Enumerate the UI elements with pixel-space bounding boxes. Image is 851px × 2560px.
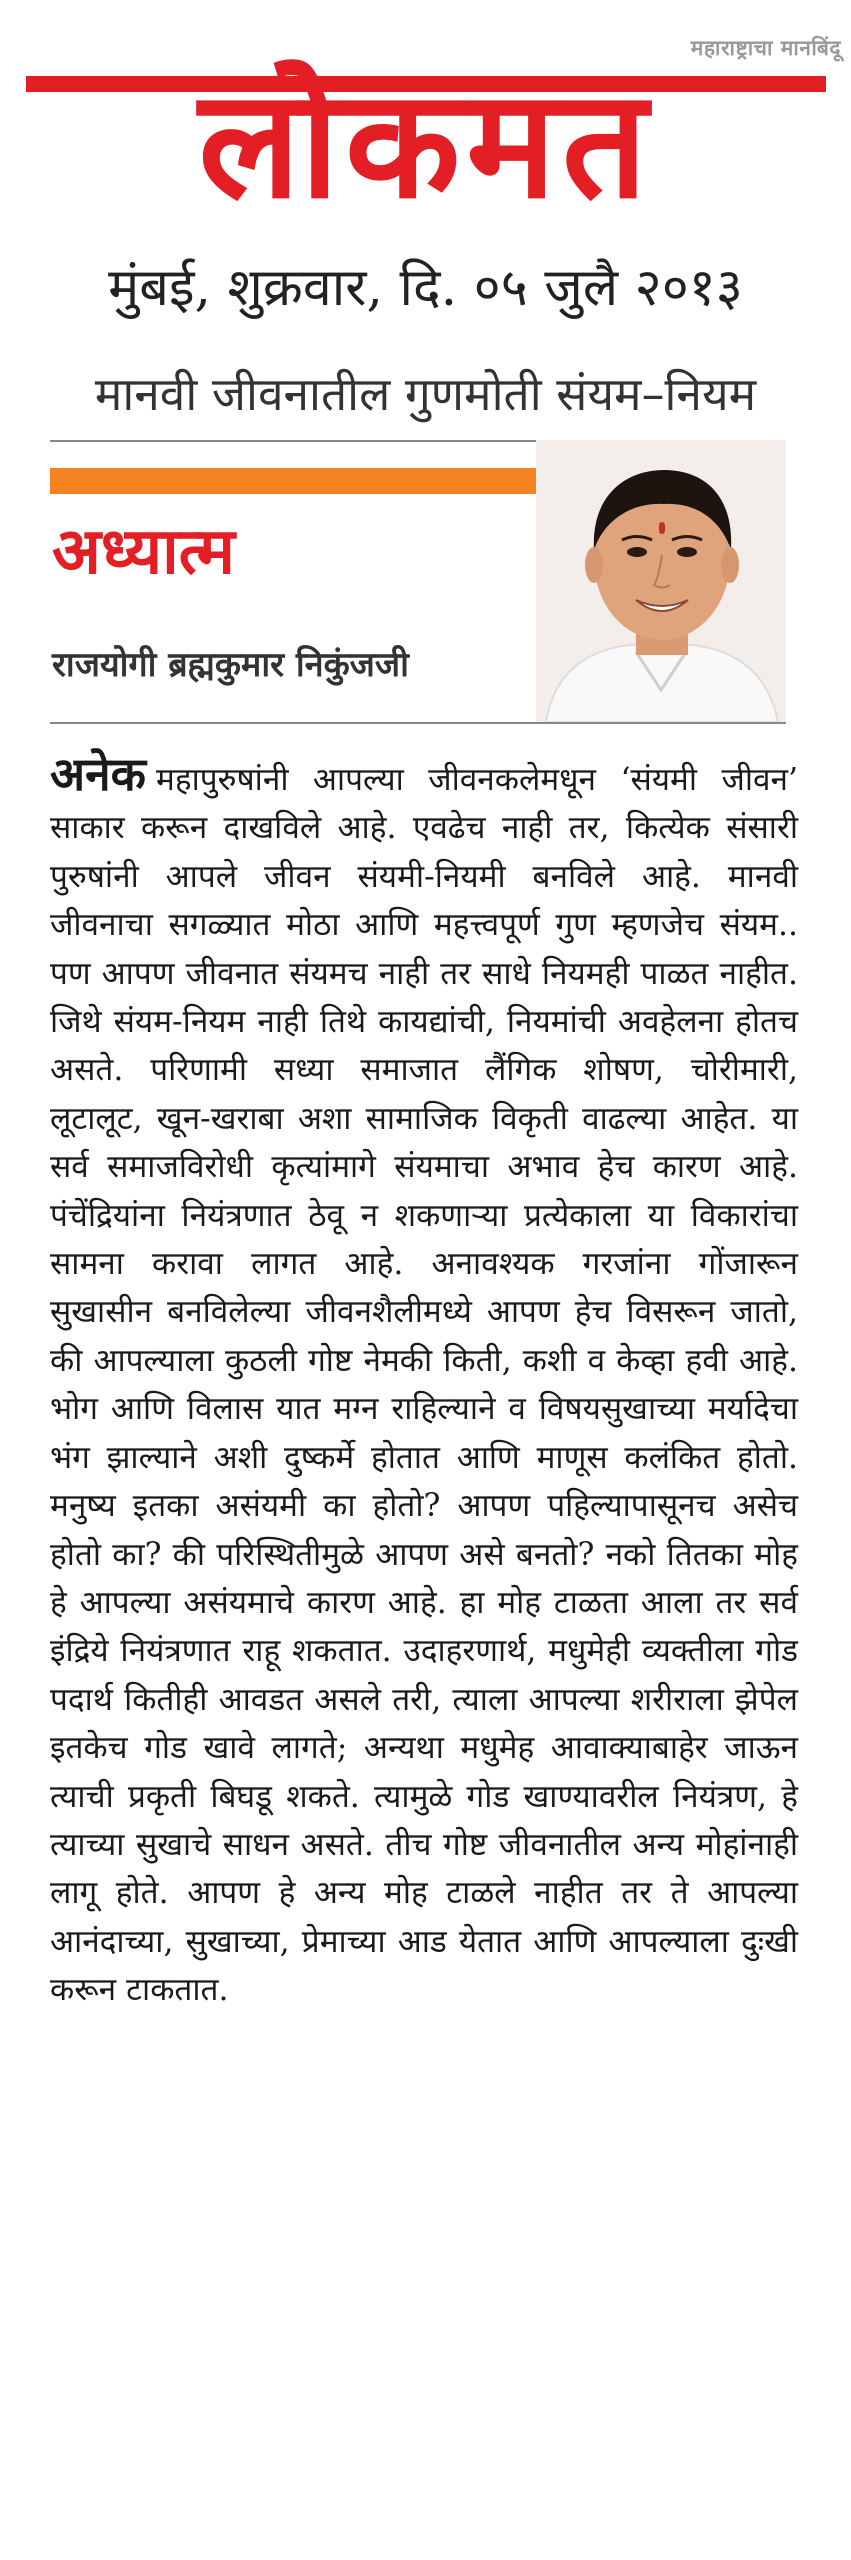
author-name: राजयोगी ब्रह्मकुमार निकुंजजी	[52, 645, 409, 685]
section-title: अध्यात्म	[52, 515, 235, 589]
article-headline: मानवी जीवनातील गुणमोती संयम–नियम	[94, 367, 757, 421]
masthead-title: लोकमत	[198, 58, 654, 232]
author-photo	[536, 440, 786, 722]
article-body	[50, 747, 798, 2015]
article-lead-word: अनेक	[50, 747, 147, 801]
article-text: महापुरुषांनी आपल्या जीवनकलेमधून ‘संयमी जीवन’ साकार करून दाखविले आहे. एवढेच नाही तर, कित्येक संसारी पुरुषांनी आपले जीवन संयमी-नियमी बनविले आहे. मानवी जीवनाचा सगळ्यात मोठा आणि महत्त्वपूर्ण गुण म्हणजेच संयम.. पण आपण जीवनात संयमच नाही तर साधे नियमही पाळत नाहीत. जिथे संयम-नियम नाही तिथे कायद्यांची, नियमांची अवहेलना होतच असते. परिणामी सध्या समाजात लैंगिक शोषण, चोरीमारी, लूटालूट, खून-खराबा अशा सामाजिक विकृती वाढल्या आहेत. या सर्व समाजविरोधी कृत्यांमागे संयमाचा अभाव हेच कारण आहे. पंचेंद्रियांना नियंत्रणात ठेवू न शकणाऱ्या प्रत्येकाला या विकारांचा सामना करावा लागत आहे. अनावश्यक गरजांना गोंजारून सुखासीन बनविलेल्या जीवनशैलीमध्ये आपण हेच विसरून जातो, की आपल्याला कुठली गोष्ट नेमकी किती, कशी व केव्हा हवी आहे. भोग आणि विलास यात मग्न राहिल्याने व विषयसुखाच्या मर्यादेचा भंग झाल्याने अशी दुष्कर्मे होतात आणि माणूस कलंकित होतो. मनुष्य इतका असंयमी का होतो? आपण पहिल्यापासूनच असेच होतो का? की परिस्थितीमुळे आपण असे बनतो? नको तितका मोह हे आपल्या असंयमाचे कारण आहे. हा मोह टाळता आला तर सर्व इंद्रिये नियंत्रणात राहू शकतात. उदाहरणार्थ, मधुमेही व्यक्तीला गोड पदार्थ कितीही आवडत असले तरी, त्याला आपल्या शरीराला झेपेल इतकेच गोड खावे लागते; अन्यथा मधुमेह आवाक्याबाहेर जाऊन त्याची प्रकृती बिघडू शकते. त्यामुळे गोड खाण्यावरील नियंत्रण, हे त्याच्या सुखाचे साधन असते. तीच गोष्ट जीवनातील अन्य मोहांनाही लागू होते. आपण हे अन्य मोह टाळले नाहीत तर ते आपल्या आनंदाच्या, सुखाच्या, प्रेमाच्या आड येतात आणि आपल्याला दुःखी करून टाकतात.	[50, 762, 798, 2009]
divider-bottom	[50, 722, 786, 724]
masthead-tagline: महाराष्ट्राचा मानबिंदू	[690, 36, 841, 60]
dateline: मुंबई, शुक्रवार, दि. ०५ जुलै २०१३	[108, 258, 743, 318]
masthead-logo	[26, 58, 826, 232]
